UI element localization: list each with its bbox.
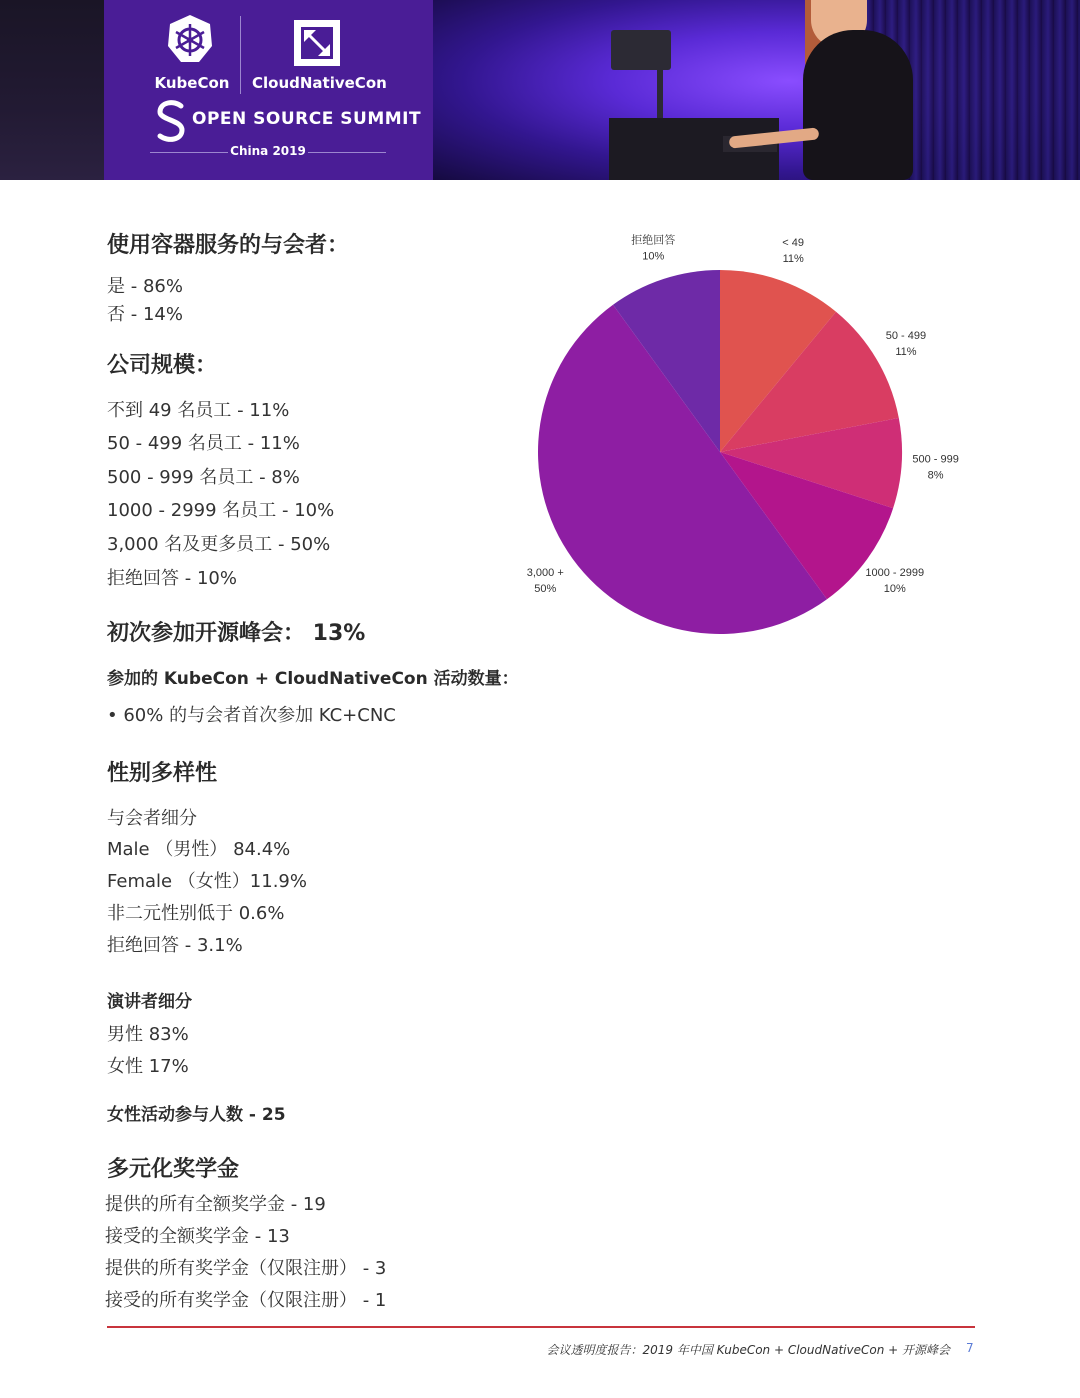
pie-label-value: 11% <box>895 346 917 359</box>
company-size-pie-chart <box>480 226 1000 646</box>
pie-label-category: 3,000 + <box>526 566 564 579</box>
first-time-bullet: • 60% 的与会者首次参加 KC+CNC <box>107 705 396 726</box>
first-time-heading: 初次参加开源峰会： 13% <box>107 621 366 646</box>
speaker-gender-item: 女性 17% <box>107 1056 189 1077</box>
speaker-breakdown-heading: 演讲者细分 <box>107 992 192 1012</box>
pie-label-value: 8% <box>927 469 944 482</box>
attendee-gender-item: 非二元性别低于 0.6% <box>107 903 285 924</box>
year-rule-left <box>150 152 228 153</box>
speaker-gender-item: 男性 83% <box>107 1024 189 1045</box>
scholarship-item: 接受的所有奖学金（仅限注册） - 1 <box>105 1290 387 1311</box>
pie-label-category: 50 - 499 <box>885 330 927 343</box>
attendee-gender-item: Female （女性）11.9% <box>107 871 307 892</box>
scholarship-item: 提供的所有全额奖学金 - 19 <box>105 1194 326 1215</box>
logo-divider <box>240 16 241 94</box>
attendee-gender-item: 拒绝回答 - 3.1% <box>107 935 243 956</box>
pie-label-category: 500 - 999 <box>912 453 959 466</box>
events-attended-heading: 参加的 KubeCon + CloudNativeCon 活动数量： <box>107 669 519 689</box>
scholarship-item: 提供的所有奖学金（仅限注册） - 3 <box>105 1258 387 1279</box>
container-usage-heading: 使用容器服务的与会者： <box>107 233 350 258</box>
pie-label-value: 10% <box>642 250 665 263</box>
monitor-stand <box>611 30 671 70</box>
cloudnativecon-icon <box>294 20 340 66</box>
company-size-heading: 公司规模： <box>107 353 218 378</box>
pie-label-category: 拒绝回答 <box>631 234 676 247</box>
company-size-item: 不到 49 名员工 - 11% <box>107 400 290 421</box>
attendee-breakdown-heading: 与会者细分 <box>107 808 197 829</box>
container-usage-no: 否 - 14% <box>107 304 183 325</box>
kubernetes-icon <box>167 14 213 64</box>
banner-left-panel <box>0 0 104 180</box>
pie-label-category: 1000 - 2999 <box>865 566 925 579</box>
company-size-item: 1000 - 2999 名员工 - 10% <box>107 500 335 521</box>
pie-label-category: < 49 <box>782 236 805 249</box>
header-banner <box>0 0 1080 180</box>
scholarship-heading: 多元化奖学金 <box>107 1157 240 1182</box>
gender-diversity-heading: 性别多样性 <box>107 761 218 786</box>
footer-rule <box>107 1326 975 1328</box>
pie-label-value: 50% <box>534 582 557 595</box>
kubecon-wordmark: KubeCon <box>154 74 230 92</box>
page-number: 7 <box>966 1341 974 1355</box>
women-event-count: 女性活动参与人数 - 25 <box>107 1105 286 1125</box>
open-source-summit-icon <box>154 100 188 142</box>
monitor-pole <box>657 66 663 120</box>
cloudnativecon-wordmark: CloudNativeCon <box>252 74 387 92</box>
company-size-item: 3,000 名及更多员工 - 50% <box>107 534 331 555</box>
open-source-summit-wordmark: OPEN SOURCE SUMMIT <box>192 109 422 129</box>
speaker-figure <box>803 30 913 180</box>
company-size-item: 50 - 499 名员工 - 11% <box>107 433 300 454</box>
year-rule-right <box>308 152 386 153</box>
company-size-item: 拒绝回答 - 10% <box>107 568 237 589</box>
pie-label-value: 10% <box>883 582 906 595</box>
attendee-gender-item: Male （男性） 84.4% <box>107 839 291 860</box>
container-usage-yes: 是 - 86% <box>107 276 183 297</box>
pie-label-value: 11% <box>782 252 804 265</box>
scholarship-item: 接受的全额奖学金 - 13 <box>105 1226 290 1247</box>
footer-title: 会议透明度报告：2019 年中国 KubeCon + CloudNativeCon + 开源峰会 <box>546 1343 950 1357</box>
event-year: China 2019 <box>230 144 306 158</box>
speaker-photo <box>433 0 1080 180</box>
company-size-item: 500 - 999 名员工 - 8% <box>107 467 300 488</box>
